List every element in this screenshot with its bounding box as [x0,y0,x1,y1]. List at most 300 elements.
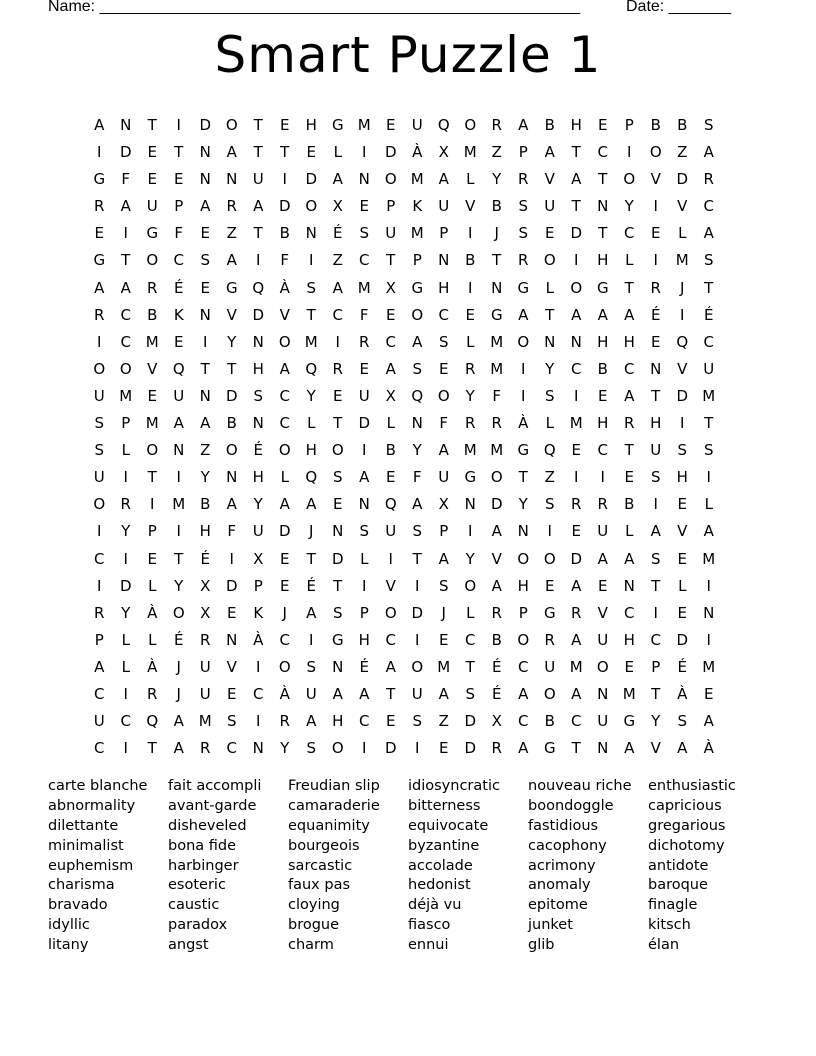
grid-letter[interactable]: U [252,170,264,189]
grid-letter[interactable]: À [412,143,423,162]
grid-letter[interactable]: L [625,251,634,270]
grid-letter[interactable]: I [415,739,420,758]
grid-letter[interactable]: C [571,712,582,731]
grid-letter[interactable]: À [253,630,264,649]
grid-letter[interactable]: Z [200,441,211,460]
grid-letter[interactable]: S [518,197,529,216]
grid-letter[interactable]: A [597,549,608,568]
grid-letter[interactable]: É [306,576,316,595]
grid-letter[interactable]: N [332,657,344,676]
grid-letter[interactable]: A [703,143,714,162]
grid-letter[interactable]: C [120,305,131,324]
grid-letter[interactable]: X [332,197,343,216]
grid-letter[interactable]: C [332,305,343,324]
grid-letter[interactable]: V [226,305,237,324]
grid-letter[interactable]: D [331,549,344,568]
grid-letter[interactable]: D [676,170,689,189]
grid-letter[interactable]: O [411,657,424,676]
grid-letter[interactable]: E [280,576,290,595]
grid-letter[interactable]: O [146,441,159,460]
grid-letter[interactable]: T [253,224,263,243]
grid-letter[interactable]: J [282,603,287,622]
grid-letter[interactable]: Y [121,603,131,622]
grid-letter[interactable]: M [569,414,583,433]
grid-letter[interactable]: T [651,684,661,703]
grid-letter[interactable]: G [411,278,424,297]
grid-letter[interactable]: A [173,739,184,758]
grid-letter[interactable]: D [225,386,238,405]
grid-letter[interactable]: A [677,739,688,758]
grid-letter[interactable]: O [119,359,132,378]
grid-letter[interactable]: M [410,224,424,243]
grid-letter[interactable]: V [650,739,661,758]
grid-letter[interactable]: Z [544,468,555,487]
grid-letter[interactable]: O [146,251,159,270]
grid-letter[interactable]: H [597,251,609,270]
grid-letter[interactable]: E [439,359,449,378]
grid-letter[interactable]: I [362,143,367,162]
grid-letter[interactable]: R [518,170,529,189]
grid-letter[interactable]: R [491,603,502,622]
grid-letter[interactable]: À [677,684,688,703]
grid-letter[interactable]: U [438,468,450,487]
grid-letter[interactable]: E [651,224,661,243]
grid-letter[interactable]: C [624,224,635,243]
grid-letter[interactable]: À [703,739,714,758]
grid-letter[interactable]: E [677,603,687,622]
grid-letter[interactable]: Y [624,197,634,216]
grid-letter[interactable]: L [678,224,687,243]
grid-letter[interactable]: T [704,414,714,433]
grid-letter[interactable]: A [518,305,529,324]
grid-letter[interactable]: A [332,170,343,189]
grid-letter[interactable]: H [623,332,635,351]
grid-letter[interactable]: N [226,630,238,649]
grid-letter[interactable]: A [359,468,370,487]
grid-letter[interactable]: S [306,278,317,297]
grid-letter[interactable]: I [176,116,181,134]
grid-letter[interactable]: C [120,332,131,351]
grid-letter[interactable]: Y [651,712,661,731]
grid-letter[interactable]: O [570,278,583,297]
grid-letter[interactable]: I [256,251,261,270]
grid-letter[interactable]: M [463,441,477,460]
grid-letter[interactable]: I [309,630,314,649]
grid-letter[interactable]: I [282,170,287,189]
grid-letter[interactable]: U [93,468,105,487]
grid-letter[interactable]: Z [332,251,343,270]
grid-letter[interactable]: T [465,657,475,676]
grid-letter[interactable]: I [600,468,605,487]
grid-letter[interactable]: S [412,712,423,731]
grid-letter[interactable]: C [465,630,476,649]
grid-letter[interactable]: A [412,332,423,351]
grid-letter[interactable]: P [518,143,528,162]
grid-letter[interactable]: L [386,414,395,433]
grid-letter[interactable]: A [438,684,449,703]
grid-letter[interactable]: I [680,305,685,324]
grid-letter[interactable]: C [597,441,608,460]
grid-letter[interactable]: U [703,359,715,378]
grid-letter[interactable]: A [359,684,370,703]
grid-letter[interactable]: U [173,386,185,405]
grid-letter[interactable]: C [703,332,714,351]
grid-letter[interactable]: Q [146,712,159,731]
grid-letter[interactable]: O [225,116,238,134]
grid-letter[interactable]: D [570,224,583,243]
grid-letter[interactable]: O [543,549,556,568]
grid-letter[interactable]: Q [437,116,450,134]
grid-letter[interactable]: A [120,278,131,297]
grid-letter[interactable]: Q [305,359,318,378]
grid-letter[interactable]: A [571,576,582,595]
grid-letter[interactable]: O [93,495,106,514]
grid-letter[interactable]: F [280,251,290,270]
grid-letter[interactable]: S [332,603,343,622]
grid-letter[interactable]: M [145,414,159,433]
grid-letter[interactable]: T [386,251,396,270]
grid-letter[interactable]: C [359,712,370,731]
grid-letter[interactable]: N [703,603,715,622]
grid-letter[interactable]: N [252,332,264,351]
grid-letter[interactable]: L [121,441,130,460]
grid-letter[interactable]: A [703,712,714,731]
grid-letter[interactable]: U [544,657,556,676]
grid-letter[interactable]: S [412,522,423,541]
grid-letter[interactable]: C [279,386,290,405]
grid-letter[interactable]: I [574,386,579,405]
grid-letter[interactable]: F [227,522,237,541]
grid-letter[interactable]: R [624,414,635,433]
grid-letter[interactable]: A [385,359,396,378]
grid-letter[interactable]: E [333,495,343,514]
grid-letter[interactable]: B [491,630,502,649]
grid-letter[interactable]: N [305,224,317,243]
grid-letter[interactable]: T [412,549,422,568]
grid-letter[interactable]: I [468,278,473,297]
grid-letter[interactable]: O [649,143,662,162]
grid-letter[interactable]: X [491,712,502,731]
grid-letter[interactable]: I [415,630,420,649]
grid-letter[interactable]: R [200,739,211,758]
grid-letter[interactable]: C [94,739,105,758]
grid-letter[interactable]: P [94,630,104,649]
grid-letter[interactable]: T [624,441,634,460]
grid-letter[interactable]: G [93,251,106,270]
grid-letter[interactable]: V [279,305,290,324]
grid-letter[interactable]: F [412,468,422,487]
grid-letter[interactable]: A [703,522,714,541]
grid-letter[interactable]: R [147,278,158,297]
grid-letter[interactable]: J [176,657,181,676]
grid-letter[interactable]: E [200,278,210,297]
grid-letter[interactable]: T [598,224,608,243]
grid-letter[interactable]: R [650,278,661,297]
grid-letter[interactable]: Y [465,386,475,405]
grid-letter[interactable]: E [359,197,369,216]
grid-letter[interactable]: A [624,305,635,324]
grid-letter[interactable]: Q [252,278,265,297]
grid-letter[interactable]: Y [306,386,316,405]
grid-letter[interactable]: L [148,630,157,649]
grid-letter[interactable]: A [571,684,582,703]
grid-letter[interactable]: T [147,468,157,487]
grid-letter[interactable]: G [225,278,238,297]
grid-letter[interactable]: E [333,386,343,405]
grid-letter[interactable]: A [94,278,105,297]
grid-letter[interactable]: V [677,197,688,216]
grid-letter[interactable]: R [544,630,555,649]
grid-letter[interactable]: G [517,441,530,460]
grid-letter[interactable]: Q [411,386,424,405]
grid-letter[interactable]: A [120,197,131,216]
grid-letter[interactable]: G [517,278,530,297]
grid-letter[interactable]: F [359,305,369,324]
grid-letter[interactable]: Q [305,468,318,487]
grid-letter[interactable]: E [200,224,210,243]
grid-letter[interactable]: I [123,739,128,758]
grid-letter[interactable]: H [570,116,582,134]
grid-letter[interactable]: H [199,522,211,541]
grid-letter[interactable]: N [199,305,211,324]
grid-letter[interactable]: Y [492,170,502,189]
grid-letter[interactable]: D [384,143,397,162]
grid-letter[interactable]: I [229,549,234,568]
grid-letter[interactable]: C [279,414,290,433]
grid-letter[interactable]: S [306,657,317,676]
grid-letter[interactable]: E [386,116,396,134]
grid-letter[interactable]: V [385,576,396,595]
grid-letter[interactable]: I [574,468,579,487]
grid-letter[interactable]: U [93,712,105,731]
grid-letter[interactable]: R [94,603,105,622]
grid-letter[interactable]: Y [227,332,237,351]
grid-letter[interactable]: U [305,684,317,703]
grid-letter[interactable]: B [491,197,502,216]
grid-letter[interactable]: U [597,522,609,541]
grid-letter[interactable]: M [569,657,583,676]
grid-letter[interactable]: A [94,116,105,134]
grid-letter[interactable]: Q [384,495,397,514]
grid-letter[interactable]: I [627,143,632,162]
grid-letter[interactable]: B [544,116,555,134]
grid-letter[interactable]: M [145,332,159,351]
grid-letter[interactable]: V [491,549,502,568]
grid-letter[interactable]: E [598,386,608,405]
grid-letter[interactable]: I [653,197,658,216]
grid-letter[interactable]: B [385,441,396,460]
grid-letter[interactable]: L [121,630,130,649]
grid-letter[interactable]: D [119,143,132,162]
grid-letter[interactable]: S [94,414,105,433]
grid-letter[interactable]: T [624,278,634,297]
grid-letter[interactable]: A [438,170,449,189]
grid-letter[interactable]: H [650,414,662,433]
grid-letter[interactable]: P [624,116,634,134]
grid-letter[interactable]: I [388,549,393,568]
grid-letter[interactable]: M [463,143,477,162]
grid-letter[interactable]: T [518,468,528,487]
grid-letter[interactable]: T [333,414,343,433]
grid-letter[interactable]: K [412,197,423,216]
grid-letter[interactable]: T [200,359,210,378]
grid-letter[interactable]: T [492,251,502,270]
grid-letter[interactable]: M [172,495,186,514]
grid-letter[interactable]: S [703,441,714,460]
grid-letter[interactable]: F [439,414,449,433]
grid-letter[interactable]: É [492,684,502,703]
grid-letter[interactable]: D [278,522,291,541]
grid-letter[interactable]: D [278,197,291,216]
grid-letter[interactable]: R [120,495,131,514]
grid-letter[interactable]: R [571,495,582,514]
grid-letter[interactable]: M [622,684,636,703]
grid-letter[interactable]: H [438,278,450,297]
grid-letter[interactable]: A [173,712,184,731]
grid-letter[interactable]: I [653,495,658,514]
grid-letter[interactable]: R [359,332,370,351]
grid-letter[interactable]: U [544,197,556,216]
grid-letter[interactable]: Z [438,712,449,731]
grid-letter[interactable]: H [252,359,264,378]
grid-letter[interactable]: M [357,278,371,297]
grid-letter[interactable]: P [253,576,263,595]
grid-letter[interactable]: O [305,197,318,216]
grid-letter[interactable]: D [490,495,503,514]
grid-letter[interactable]: L [545,278,554,297]
grid-letter[interactable]: É [492,657,502,676]
grid-letter[interactable]: N [597,684,609,703]
grid-letter[interactable]: S [518,224,529,243]
grid-letter[interactable]: I [468,522,473,541]
grid-letter[interactable]: Y [253,495,263,514]
grid-letter[interactable]: A [306,495,317,514]
grid-letter[interactable]: R [571,603,582,622]
grid-letter[interactable]: R [465,359,476,378]
grid-letter[interactable]: S [465,684,476,703]
grid-letter[interactable]: U [199,657,211,676]
grid-letter[interactable]: O [411,305,424,324]
grid-letter[interactable]: N [411,414,423,433]
grid-letter[interactable]: I [123,468,128,487]
grid-letter[interactable]: T [306,549,316,568]
grid-letter[interactable]: P [147,522,157,541]
grid-letter[interactable]: O [596,657,609,676]
grid-letter[interactable]: E [94,224,104,243]
grid-letter[interactable]: D [411,603,424,622]
grid-letter[interactable]: T [306,305,316,324]
grid-letter[interactable]: C [571,359,582,378]
grid-letter[interactable]: O [543,251,556,270]
grid-letter[interactable]: C [438,305,449,324]
grid-letter[interactable]: X [253,549,264,568]
grid-letter[interactable]: C [173,251,184,270]
grid-letter[interactable]: B [677,116,688,134]
grid-letter[interactable]: D [252,305,265,324]
grid-letter[interactable]: E [280,549,290,568]
grid-letter[interactable]: G [596,278,609,297]
grid-letter[interactable]: U [597,630,609,649]
grid-letter[interactable]: Z [677,143,688,162]
grid-letter[interactable]: P [174,197,184,216]
date-field[interactable]: Date: _______ [626,0,731,15]
grid-letter[interactable]: E [227,603,237,622]
grid-letter[interactable]: E [704,684,714,703]
grid-letter[interactable]: T [651,386,661,405]
grid-letter[interactable]: A [571,170,582,189]
grid-letter[interactable]: I [574,251,579,270]
grid-letter[interactable]: N [650,359,662,378]
grid-letter[interactable]: L [307,414,316,433]
grid-letter[interactable]: C [624,603,635,622]
grid-letter[interactable]: É [651,305,661,324]
grid-letter[interactable]: À [147,657,158,676]
grid-letter[interactable]: N [199,170,211,189]
grid-letter[interactable]: N [199,386,211,405]
grid-letter[interactable]: N [597,197,609,216]
grid-letter[interactable]: I [256,712,261,731]
grid-letter[interactable]: D [305,170,318,189]
grid-letter[interactable]: R [200,630,211,649]
grid-letter[interactable]: I [335,332,340,351]
grid-letter[interactable]: V [597,603,608,622]
grid-letter[interactable]: E [545,224,555,243]
grid-letter[interactable]: C [120,712,131,731]
grid-letter[interactable]: E [624,468,634,487]
grid-letter[interactable]: D [199,116,212,134]
grid-letter[interactable]: A [306,712,317,731]
grid-letter[interactable]: Q [543,441,556,460]
grid-letter[interactable]: N [173,441,185,460]
grid-letter[interactable]: G [464,468,477,487]
grid-letter[interactable]: A [518,684,529,703]
grid-letter[interactable]: E [677,495,687,514]
grid-letter[interactable]: D [464,712,477,731]
grid-letter[interactable]: B [650,116,661,134]
grid-letter[interactable]: I [362,576,367,595]
grid-letter[interactable]: B [279,224,290,243]
grid-letter[interactable]: A [518,739,529,758]
grid-letter[interactable]: S [677,441,688,460]
grid-letter[interactable]: O [490,468,503,487]
grid-letter[interactable]: L [625,522,634,541]
grid-letter[interactable]: U [438,197,450,216]
grid-letter[interactable]: H [252,468,264,487]
grid-letter[interactable]: O [464,576,477,595]
grid-letter[interactable]: B [147,305,158,324]
grid-letter[interactable]: I [653,251,658,270]
grid-letter[interactable]: Q [172,359,185,378]
grid-letter[interactable]: D [225,576,238,595]
grid-letter[interactable]: S [332,468,343,487]
grid-letter[interactable]: H [305,441,317,460]
grid-letter[interactable]: À [279,278,290,297]
grid-letter[interactable]: R [147,684,158,703]
grid-letter[interactable]: H [332,712,344,731]
grid-letter[interactable]: S [703,251,714,270]
grid-letter[interactable]: O [278,441,291,460]
grid-letter[interactable]: I [362,739,367,758]
grid-letter[interactable]: P [439,224,449,243]
grid-letter[interactable]: I [97,143,102,162]
grid-letter[interactable]: B [597,359,608,378]
grid-letter[interactable]: H [597,414,609,433]
grid-letter[interactable]: C [94,684,105,703]
grid-letter[interactable]: T [121,251,131,270]
grid-letter[interactable]: I [123,549,128,568]
grid-letter[interactable]: O [623,170,636,189]
grid-letter[interactable]: U [358,386,370,405]
